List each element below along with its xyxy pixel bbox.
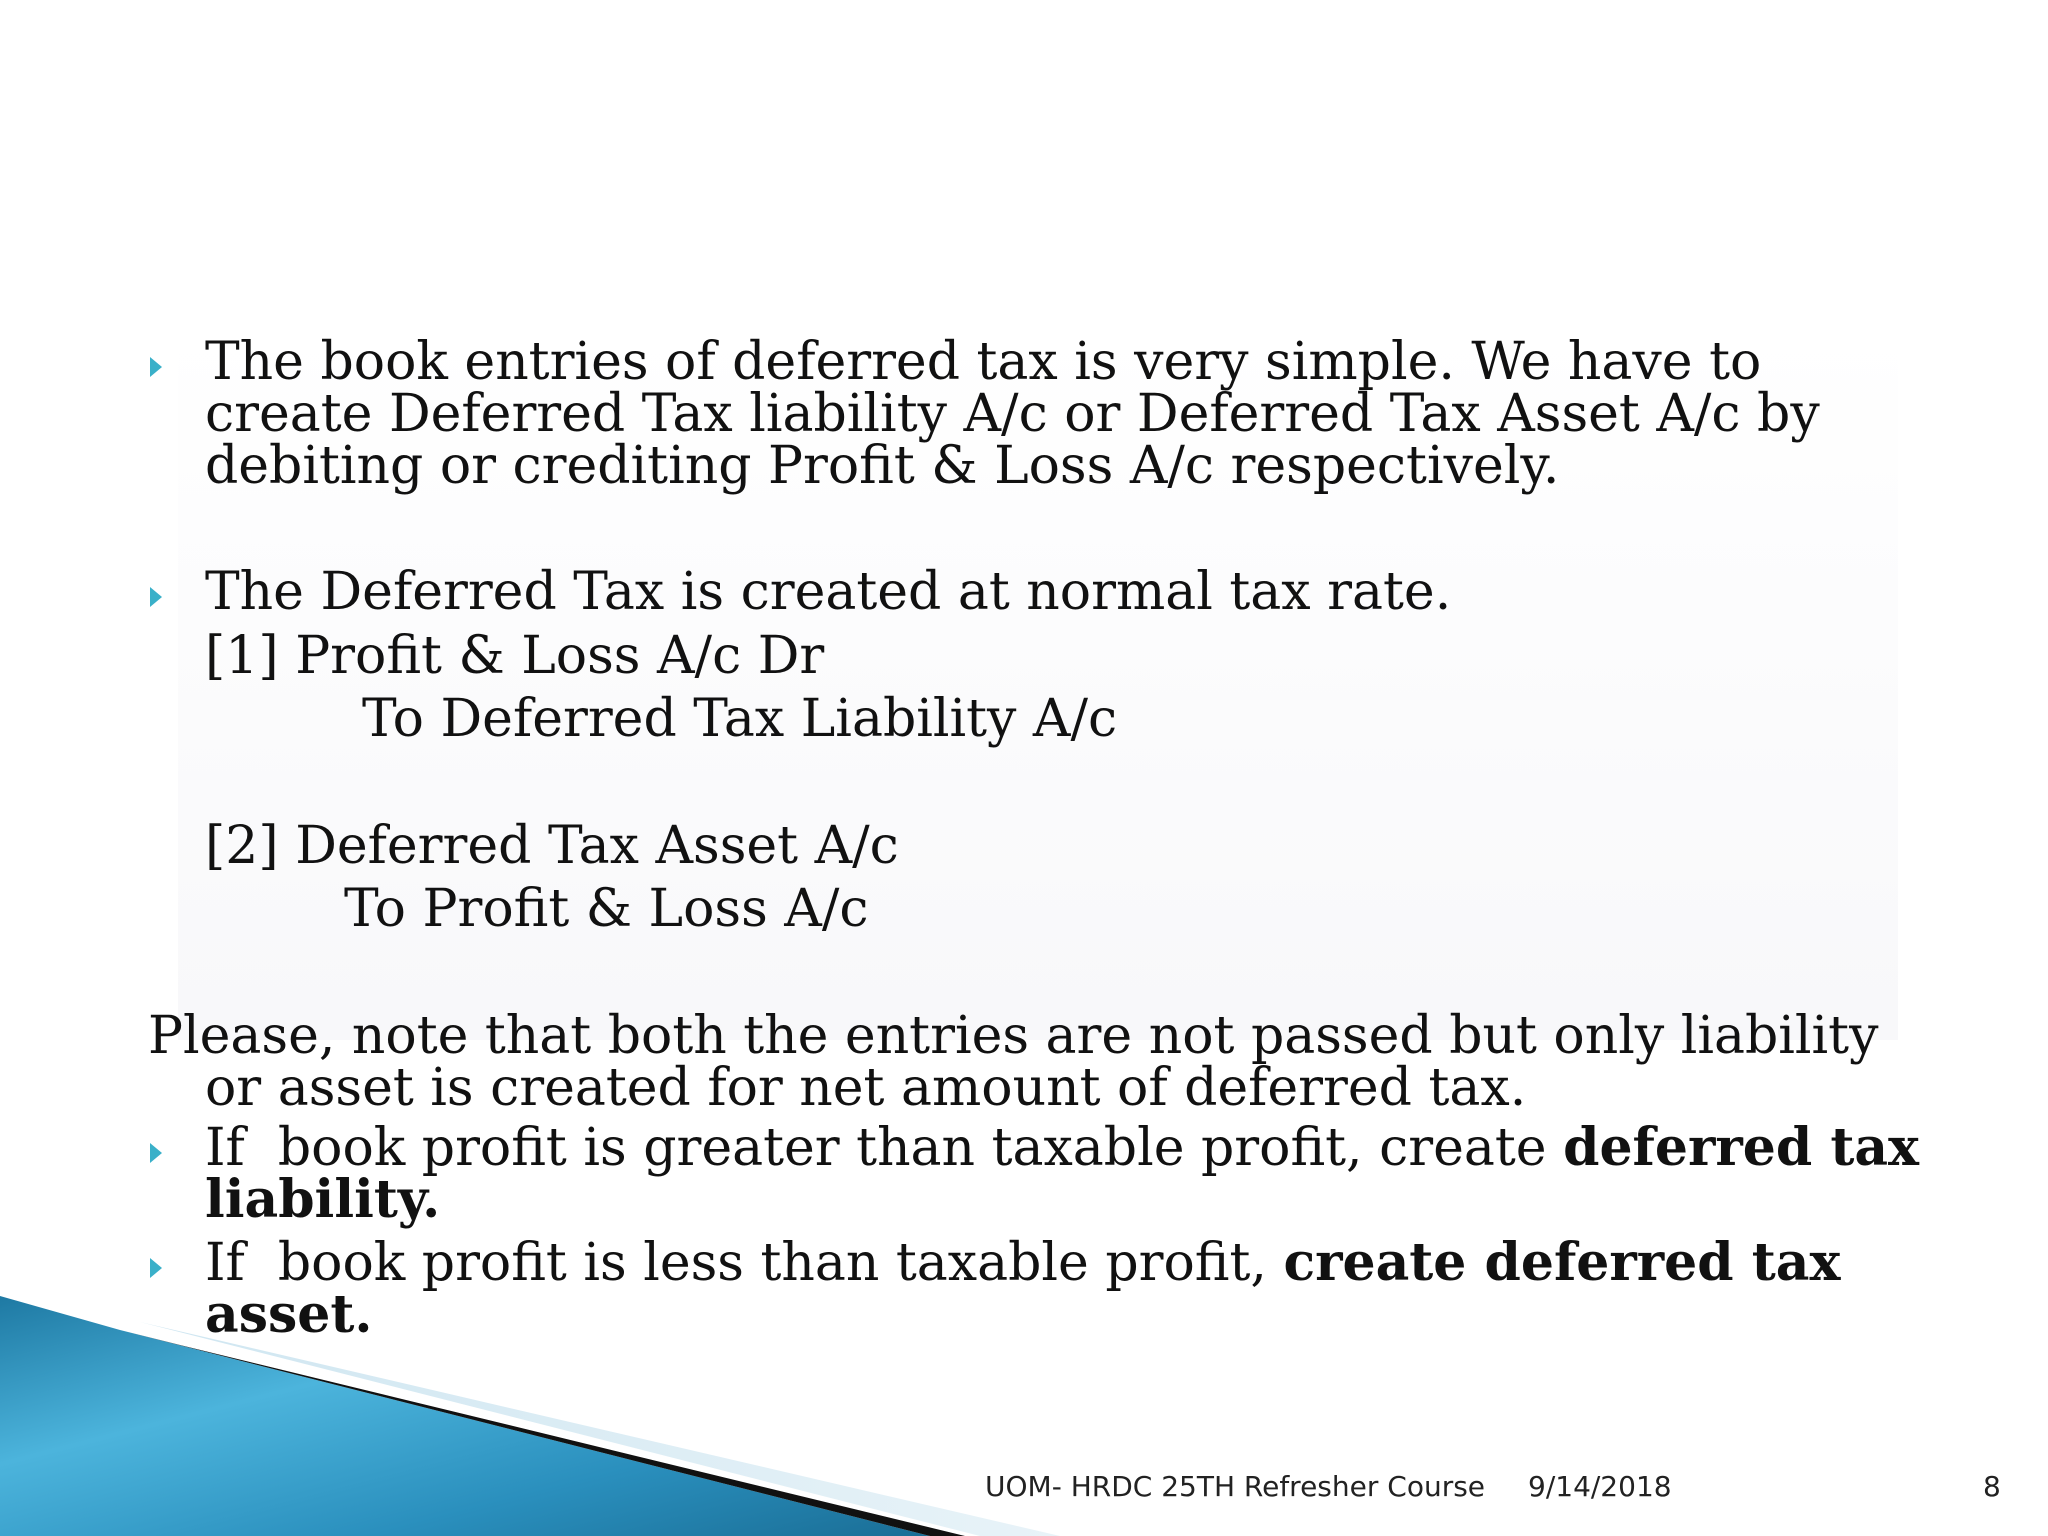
bullet-2-text: The Deferred Tax is created at normal tax rate. — [205, 562, 1452, 622]
entry-2-credit: To Profit & Loss A/c — [344, 879, 869, 939]
entry-2-debit: [2] Deferred Tax Asset A/c — [205, 816, 899, 876]
bullet-1-line-3: debiting or crediting Profit & Loss A/c respectively. — [205, 436, 1560, 496]
entry-1-credit: To Deferred Tax Liability A/c — [362, 689, 1118, 749]
footer-date: 9/14/2018 — [1528, 1470, 1672, 1503]
note-line-1: Please, note that both the entries are not passed but only liability — [148, 1006, 1879, 1066]
note-line-2: or asset is created for net amount of deferred tax. — [205, 1058, 1527, 1118]
bullet-3-bold-1: deferred tax — [1563, 1117, 1920, 1178]
bullet-1-line-2: create Deferred Tax liability A/c or Deferred Tax Asset A/c by — [205, 384, 1820, 444]
bullet-4-plain: If book profit is less than taxable profit, — [205, 1233, 1284, 1293]
entry-1-debit: [1] Profit & Loss A/c Dr — [205, 626, 825, 686]
footer-page-number: 8 — [1983, 1470, 2001, 1503]
bullet-4-bold-2: asset. — [205, 1284, 373, 1345]
bullet-3-bold-2: liability. — [205, 1169, 441, 1230]
footer-course: UOM- HRDC 25TH Refresher Course — [985, 1470, 1486, 1503]
bullet-1-line-1: The book entries of deferred tax is very simple. We have to — [205, 332, 1762, 392]
bullet-3-plain: If book profit is greater than taxable profit, create — [205, 1118, 1564, 1178]
bullet-4-bold-1: create deferred tax — [1283, 1232, 1841, 1293]
